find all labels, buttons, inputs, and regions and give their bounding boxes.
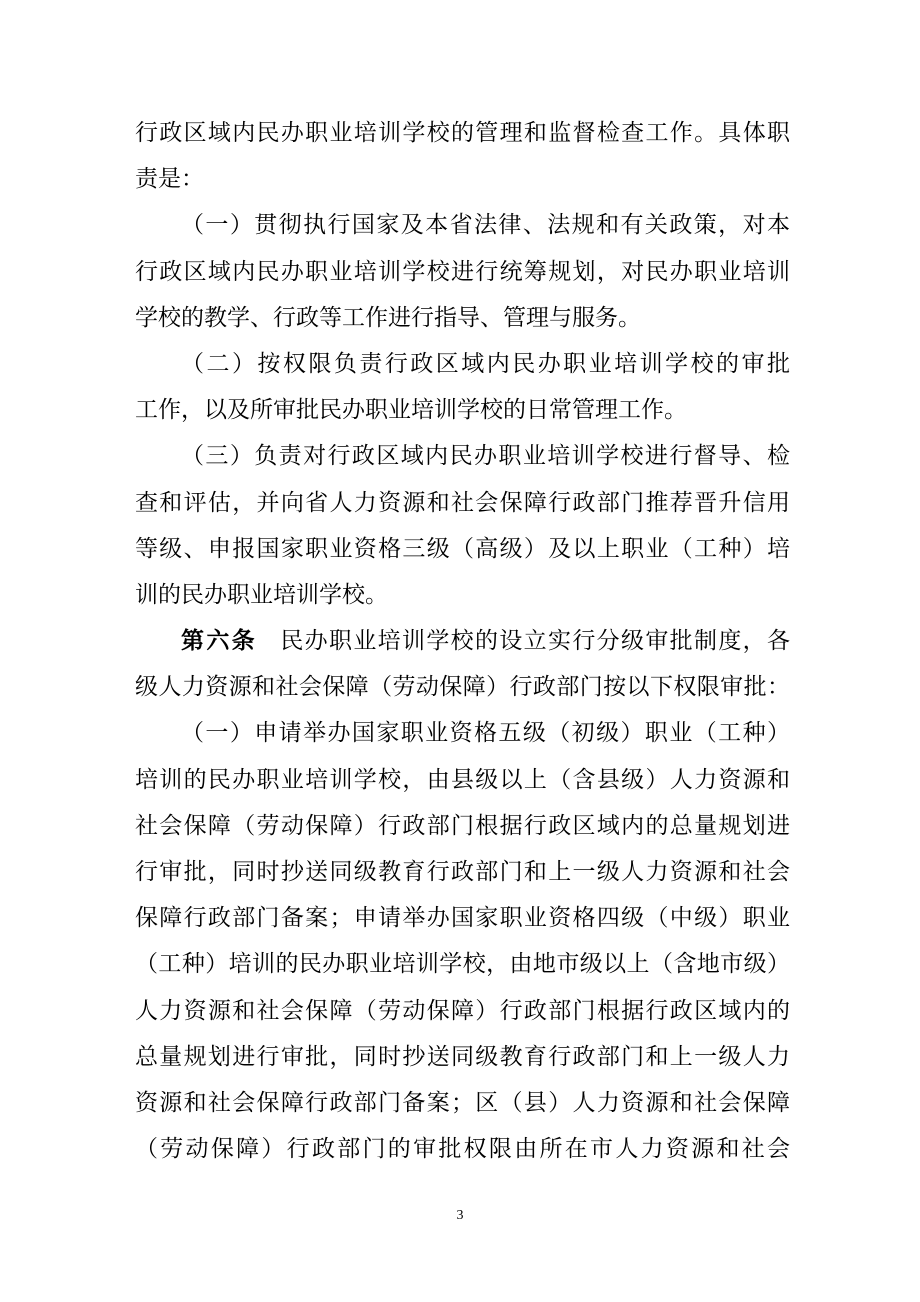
text-line-1: 行政区域内民办职业培训学校的管理和监督检查工作。具体职 (135, 120, 790, 146)
text-line-16: 社会保障（劳动保障）行政部门根据行政区域内的总量规划进 (135, 813, 790, 839)
text-line-19: （工种）培训的民办职业培训学校，由地市级以上（含地市级） (135, 951, 790, 977)
text-line-14: （一）申请举办国家职业资格五级（初级）职业（工种） (181, 720, 790, 746)
text-line-21: 总量规划进行审批，同时抄送同级教育行政部门和上一级人力 (135, 1044, 790, 1070)
text-line-9: 查和评估，并向省人力资源和社会保障行政部门推荐晋升信用 (135, 490, 790, 516)
text-line-5: 学校的教学、行政等工作进行指导、管理与服务。 (135, 305, 641, 331)
text-line-6: （二）按权限负责行政区域内民办职业培训学校的审批 (181, 351, 790, 377)
text-line-7: 工作，以及所审批民办职业培训学校的日常管理工作。 (135, 397, 687, 423)
article-six-text: 民办职业培训学校的设立实行分级审批制度，各 (279, 628, 790, 654)
text-line-20: 人力资源和社会保障（劳动保障）行政部门根据行政区域内的 (135, 998, 790, 1024)
text-line-10: 等级、申报国家职业资格三级（高级）及以上职业（工种）培 (135, 536, 790, 562)
text-line-13: 级人力资源和社会保障（劳动保障）行政部门按以下权限审批： (135, 674, 790, 700)
article-label: 第六条 (181, 628, 257, 654)
text-line-15: 培训的民办职业培训学校，由县级以上（含县级）人力资源和 (135, 767, 790, 793)
text-line-4: 行政区域内民办职业培训学校进行统筹规划，对民办职业培训 (135, 259, 790, 285)
text-line-11: 训的民办职业培训学校。 (135, 582, 388, 608)
text-line-23: （劳动保障）行政部门的审批权限由所在市人力资源和社会 (135, 1136, 790, 1162)
text-line-2: 责是： (135, 166, 204, 192)
text-line-17: 行审批，同时抄送同级教育行政部门和上一级人力资源和社会 (135, 859, 790, 885)
article-six-line (181, 626, 790, 656)
text-line-18: 保障行政部门备案；申请举办国家职业资格四级（中级）职业 (135, 905, 790, 931)
text-line-22: 资源和社会保障行政部门备案；区（县）人力资源和社会保障 (135, 1090, 790, 1116)
text-line-8: （三）负责对行政区域内民办职业培训学校进行督导、检 (181, 443, 790, 469)
text-line-3: （一）贯彻执行国家及本省法律、法规和有关政策，对本 (181, 212, 790, 238)
page-number: 3 (456, 1208, 464, 1223)
